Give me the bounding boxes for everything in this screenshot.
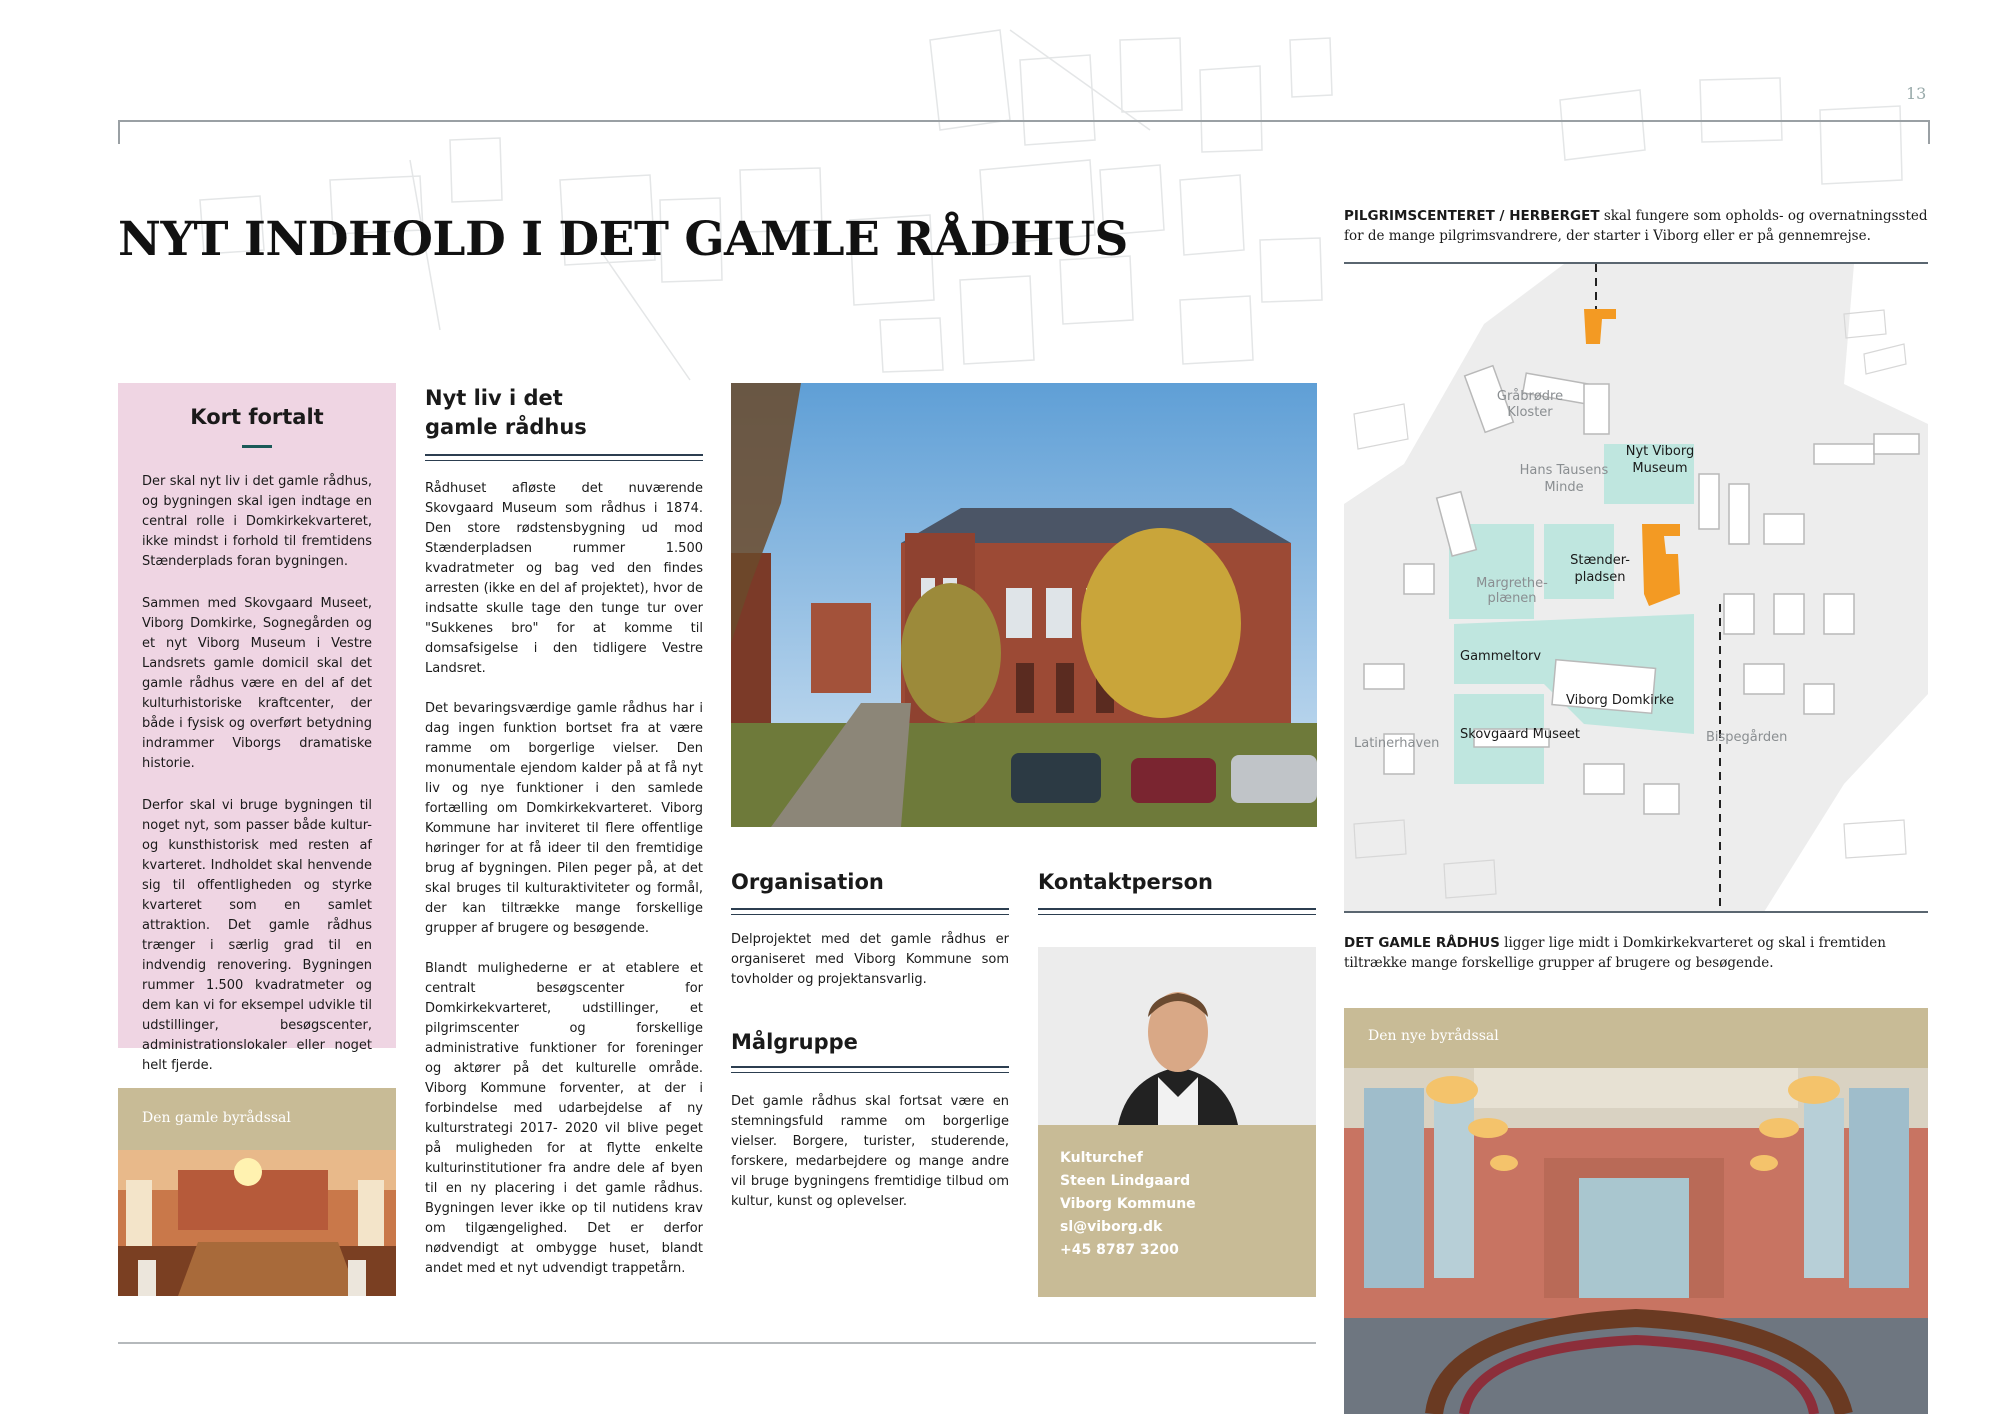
organisation-rule: [731, 908, 1009, 915]
old-town-hall-label: DET GAMLE RÅDHUS: [1344, 935, 1500, 951]
new-council-hall-panel: [1344, 1008, 1928, 1414]
article-paragraph: Det bevaringsværdige gamle rådhus har i dag ingen funktion bortset fra at være ramme om borgerlige vielser. Den monumentale ejendom kalder på at få nyt liv og nye funktioner i den samlede fortælling om Domkirkekvarteret. Viborg Kommune har inviteret til flere offentlige høringer for at få ideer til den fremtidige brug af bygningen. Pilen peger på, at det skal bruges til kulturaktiviteter og formål, der kan tiltrække mange forskellige grupper af brugere og besøgende.: [425, 701, 703, 936]
old-council-hall-photo: [118, 1150, 396, 1296]
contact-organisation: Viborg Kommune: [1060, 1196, 1196, 1212]
new-council-hall-photo: [1344, 1068, 1928, 1414]
map-label: plænen: [1487, 591, 1537, 606]
map-label: Museum: [1632, 461, 1688, 476]
map-label: Gammeltorv: [1460, 649, 1542, 664]
pilgrim-center-description: skal fungere som opholds- og overnatningssted for de mange pilgrimsvandrere, der starter i Viborg eller er på gennemrejse.: [1344, 208, 1928, 244]
contact-portrait: [1038, 947, 1316, 1125]
article-heading-line: Nyt liv i det: [425, 386, 563, 410]
contact-card: [1038, 947, 1316, 1297]
summary-paragraph: Derfor skal vi bruge bygningen til noget nyt, som passer både kultur- og kunsthistorisk med resten af kvarteret. Indholdet skal henvende sig til offentligheden og styrke kvarteret som en samlet attraktion. Det gamle rådhus trænger i særlig grad til en indvendig renovering. Bygningen rummer 1.500 kvadratmeter og dem kan vi for eksempel udvikle til udstillinger, besøgscenter, administrationslokaler eller noget helt fjerde.: [142, 798, 372, 1073]
map-label: Hans Tausens: [1519, 463, 1609, 478]
article-heading: [425, 384, 703, 442]
old-town-hall-description: ligger lige midt i Domkirkekvarteret og skal i fremtiden tiltrække mange forskellige grupper af brugere og besøgende.: [1344, 935, 1886, 971]
article-paragraph: Rådhuset afløste det nuværende Skovgaard Museum som rådhus i 1874. Den store rødstensbygning ud mod Stænderpladsen rummer 1.500 kvadratmeter og bag ved den findes arresten (ikke en del af projektet), hvor de indsatte skulle tage den tunge tur over "Sukkenes bro" for at komme til domsafsigelse i den tidligere Vestre Landsret.: [425, 481, 703, 676]
target-group-heading: Målgruppe: [731, 1030, 858, 1054]
summary-heading: Kort fortalt: [190, 405, 324, 429]
town-hall-photo: [731, 383, 1317, 827]
map-label: Stænder-: [1570, 553, 1630, 568]
article-column: [425, 384, 703, 1299]
map-label: Nyt Viborg: [1625, 444, 1695, 459]
old-council-hall-panel: [118, 1088, 396, 1296]
contact-email-link[interactable]: sl@viborg.dk: [1060, 1219, 1163, 1235]
map-label: Viborg Domkirke: [1566, 693, 1675, 708]
contact-rule: [1038, 908, 1316, 915]
old-council-hall-caption: Den gamle byrådssal: [142, 1110, 291, 1126]
map-label: Gråbrødre: [1496, 389, 1564, 404]
map-label: Minde: [1544, 480, 1584, 495]
map-label: pladsen: [1574, 570, 1626, 585]
organisation-heading: Organisation: [731, 870, 884, 894]
article-paragraph: Blandt mulighederne er at etablere et centralt besøgscenter for Domkirkekvarteret, udstillinger, et pilgrimscenter og forskellige administrative funktioner for foreninger og aktører på det kulturelle område. Viborg Kommune forventer, at der i forbindelse med udarbejdelse af ny kulturstrategi 2017- 2020 vil blive peget på muligheden for at flytte enkelte kulturinstitutioner fra andre dele af byen til en ny placering i det gamle rådhus. Bygningen lever ikke op til nutidens krav om tilgængelighed. Det er derfor nødvendigt at ombygge huset, blandt andet med et nyt udvendigt trappetårn.: [425, 961, 703, 1276]
article-heading-line: gamle rådhus: [425, 415, 587, 439]
organisation-text: Delprojektet med det gamle rådhus er organiseret med Viborg Kommune som tovholder og projektansvarlig.: [731, 932, 1009, 987]
contact-info: [1060, 1147, 1196, 1262]
article-rule: [425, 454, 703, 461]
new-council-hall-caption: Den nye byrådssal: [1368, 1028, 1499, 1044]
map-label: Kloster: [1507, 405, 1553, 420]
pilgrim-center-text: [1344, 206, 1928, 246]
contact-phone: +45 8787 3200: [1060, 1242, 1179, 1258]
map-label: Skovgaard Museet: [1460, 727, 1580, 742]
map-label: Latinerhaven: [1354, 736, 1440, 751]
bottom-rule: [118, 1342, 1316, 1344]
top-frame-rule: [118, 120, 1930, 144]
target-group-text: Det gamle rådhus skal fortsat være en stemningsfuld ramme om borgerlige vielser. Borgere, turister, studerende, forskere, medarbejdere og mange andre vil bruge bygningens fremtidige tilbud om kultur, kunst og oplevelser.: [731, 1094, 1009, 1209]
contact-name: Steen Lindgaard: [1060, 1173, 1191, 1189]
contact-heading: Kontaktperson: [1038, 870, 1214, 894]
summary-box: [118, 383, 396, 1073]
map-bottom-rule: [1344, 911, 1928, 913]
summary-paragraph: Der skal nyt liv i det gamle rådhus, og bygningen skal igen indtage en central rolle i Domkirkekvarteret, ikke mindst i forhold til fremtidens Stænderplads foran bygningen.: [142, 474, 372, 569]
target-group-rule: [731, 1066, 1009, 1073]
summary-divider: [242, 445, 272, 448]
page-number: 13: [1906, 84, 1927, 103]
summary-paragraph: Sammen med Skovgaard Museet, Viborg Domkirke, Sognegården og et nyt Viborg Museum i Vestre Landsrets gamle domicil skal det gamle rådhus være en del af det kulturhistoriske kraftcenter, der både i fysisk og overført betydning indrammer Viborgs dramatiske historie.: [142, 596, 372, 771]
map-label: Margrethe-: [1476, 576, 1548, 591]
district-map: [1344, 264, 1928, 912]
contact-role: Kulturchef: [1060, 1150, 1143, 1166]
map-label: Bispegården: [1706, 730, 1788, 745]
page-title: NYT INDHOLD I DET GAMLE RÅDHUS: [118, 212, 1128, 267]
pilgrim-center-label: PILGRIMSCENTERET / HERBERGET: [1344, 208, 1600, 224]
old-town-hall-text: [1344, 933, 1928, 973]
